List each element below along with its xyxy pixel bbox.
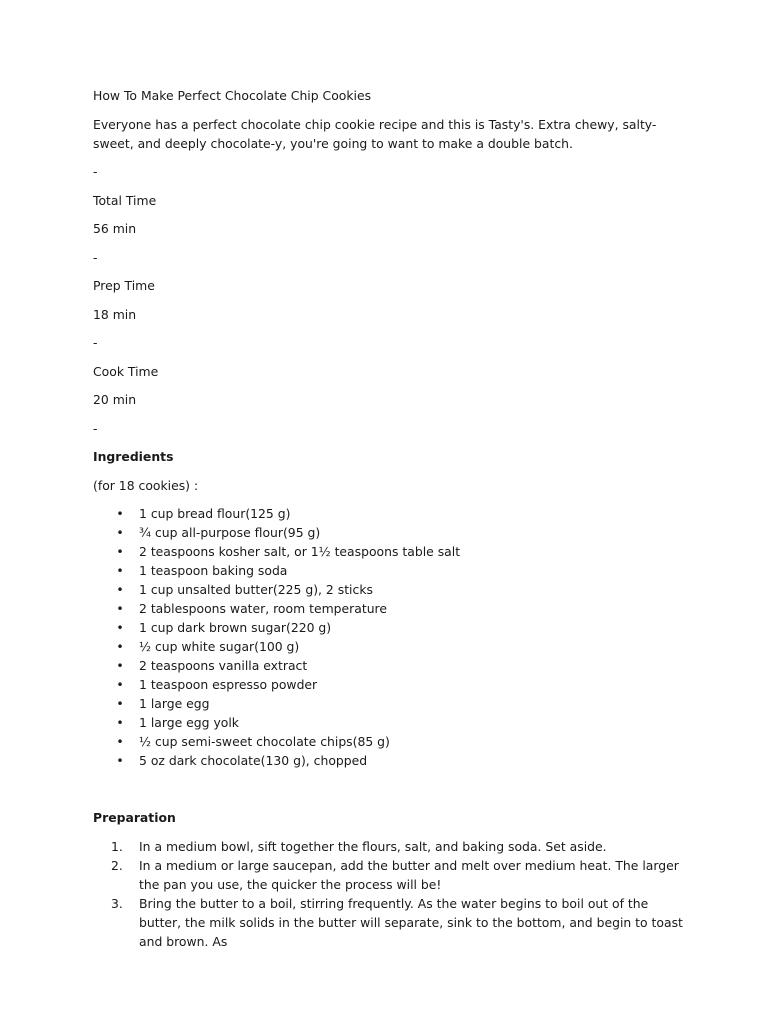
step-text: In a medium bowl, sift together the flours, salt, and baking soda. Set aside.: [139, 838, 607, 854]
bullet-icon: •: [116, 544, 124, 559]
prep-time-label: Prep Time: [93, 278, 155, 293]
bullet-icon: •: [116, 620, 124, 635]
bullet-icon: •: [116, 506, 124, 521]
prep-time-value: 18 min: [93, 306, 137, 322]
bullet-icon: •: [116, 525, 124, 540]
separator: -: [93, 420, 98, 436]
list-item: [93, 561, 683, 580]
ingredients-heading: Ingredients: [93, 449, 174, 464]
ingredient-text: ½ cup semi-sweet chocolate chips(85 g): [139, 734, 390, 749]
recipe-intro: Everyone has a perfect chocolate chip cookie recipe and this is Tasty's. Extra chewy, salty-sweet, and deeply chocolate-y, you're going to want to make a double batch.: [93, 116, 657, 151]
ingredient-text: 2 tablespoons water, room temperature: [139, 601, 387, 616]
bullet-icon: •: [116, 696, 124, 711]
recipe-title: How To Make Perfect Chocolate Chip Cookies: [93, 88, 372, 103]
ingredient-text: 1 cup dark brown sugar(220 g): [139, 620, 332, 635]
step-text: In a medium or large saucepan, add the butter and melt over medium heat. The larger the pan you use, the quicker the process will be!: [139, 857, 679, 892]
step-number: 3.: [111, 895, 123, 911]
bullet-icon: •: [116, 715, 124, 730]
bullet-icon: •: [116, 563, 124, 578]
total-time-value: 56 min: [93, 221, 137, 236]
list-item: [93, 542, 683, 561]
list-item: [93, 894, 683, 951]
list-item: [93, 580, 683, 599]
preparation-heading: Preparation: [93, 810, 176, 825]
preparation-steps: [93, 837, 683, 951]
ingredient-text: 1 cup bread flour(125 g): [139, 506, 291, 521]
separator: -: [93, 335, 98, 350]
cook-time-label: Cook Time: [93, 363, 159, 379]
list-item: [93, 618, 683, 637]
step-number: 1.: [111, 838, 123, 854]
cook-time-value: 20 min: [93, 392, 137, 407]
bullet-icon: •: [116, 639, 124, 654]
ingredient-text: 2 teaspoons kosher salt, or 1½ teaspoons table salt: [139, 544, 461, 559]
list-item: [93, 637, 683, 656]
bullet-icon: •: [116, 601, 124, 616]
ingredients-list: [93, 504, 683, 770]
total-time-label: Total Time: [93, 192, 157, 208]
bullet-icon: •: [116, 677, 124, 692]
ingredient-text: 1 teaspoon baking soda: [139, 563, 288, 578]
ingredient-text: 1 teaspoon espresso powder: [139, 677, 318, 692]
list-item: [93, 713, 683, 732]
ingredient-text: 5 oz dark chocolate(130 g), chopped: [139, 753, 368, 768]
separator: -: [93, 164, 98, 179]
list-item: [93, 599, 683, 618]
list-item: [93, 675, 683, 694]
step-text: Bring the butter to a boil, stirring frequently. As the water begins to boil out of the butter, the milk solids in the butter will separate, sink to the bottom, and begin to toast and brown. As: [139, 895, 683, 949]
document-content: [93, 86, 683, 951]
list-item: [93, 523, 683, 542]
step-number: 2.: [111, 857, 123, 873]
list-item: [93, 837, 683, 856]
list-item: [93, 694, 683, 713]
bullet-icon: •: [116, 658, 124, 673]
separator: -: [93, 249, 98, 265]
list-item: [93, 856, 683, 894]
list-item: [93, 751, 683, 770]
list-item: [93, 656, 683, 675]
ingredient-text: 1 cup unsalted butter(225 g), 2 sticks: [139, 582, 373, 597]
list-item: [93, 504, 683, 523]
ingredient-text: 1 large egg yolk: [139, 715, 239, 730]
ingredient-text: 2 teaspoons vanilla extract: [139, 658, 308, 673]
bullet-icon: •: [116, 734, 124, 749]
servings-note: (for 18 cookies) :: [93, 477, 199, 493]
ingredient-text: 1 large egg: [139, 696, 210, 711]
list-item: [93, 732, 683, 751]
bullet-icon: •: [116, 753, 124, 768]
bullet-icon: •: [116, 582, 124, 597]
ingredient-text: ¾ cup all-purpose flour(95 g): [139, 525, 321, 540]
ingredient-text: ½ cup white sugar(100 g): [139, 639, 300, 654]
